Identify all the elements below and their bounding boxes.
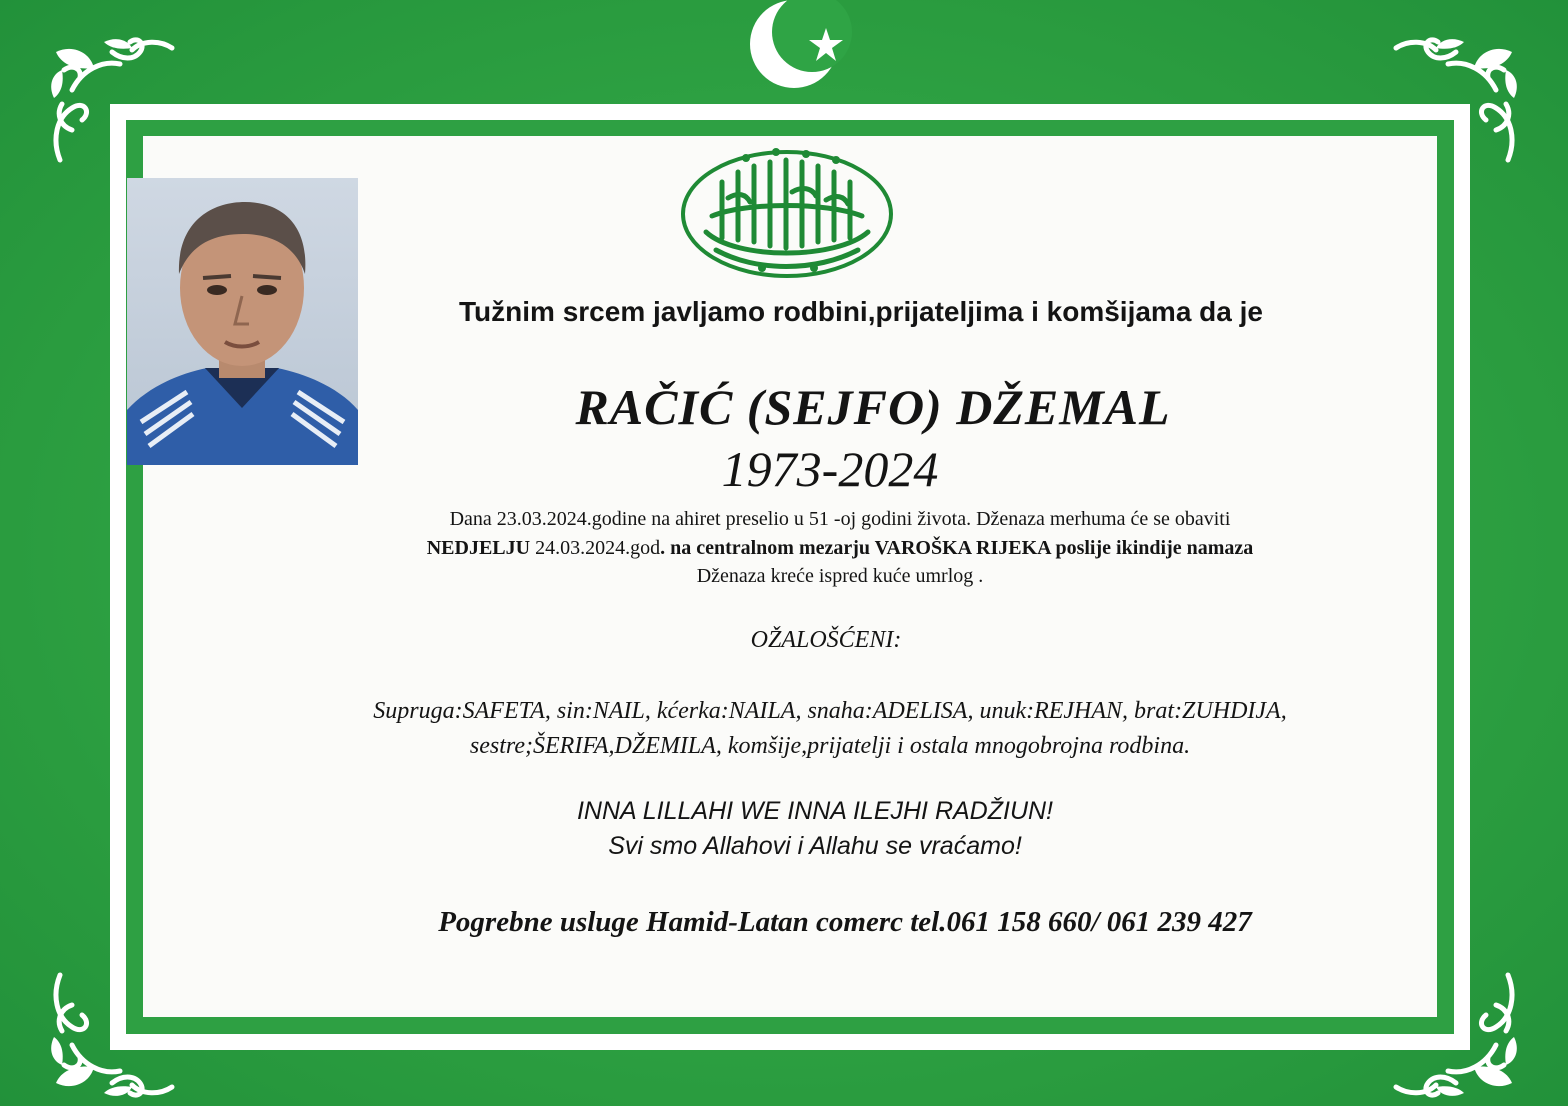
intro-line: Tužnim srcem javljamo rodbini,prijateljima i komšijama da je — [459, 296, 1263, 327]
crescent-star-icon — [742, 0, 852, 98]
family-list-line-1: Supruga:SAFETA, sin:NAIL, kćerka:NAILA, snaha:ADELISA, unuk:REJHAN, brat:ZUHDIJA, — [373, 698, 1287, 724]
procession-line: Dženaza kreće ispred kuće umrlog . — [696, 565, 984, 587]
funeral-details-line — [240, 537, 1440, 560]
funeral-day: NEDJELJU — [426, 537, 531, 559]
cemetery-name: VAROŠKA RIJEKA — [874, 537, 1051, 559]
prayer-line-arabic: INNA LILLAHI WE INNA ILEJHI RADŽIUN! — [576, 797, 1053, 825]
passing-date-line: Dana 23.03.2024.godine na ahiret preselio u 51 -oj godini života. Dženaza merhuma će se obaviti — [449, 508, 1231, 530]
funeral-location-text: . na centralnom mezarju — [660, 537, 875, 559]
deceased-name: RAČIĆ (SEJFO) DŽEMAL — [575, 379, 1171, 435]
prayer-line-translation: Svi smo Allahovi i Allahu se vraćamo! — [608, 832, 1022, 860]
mourners-heading: OŽALOŠĆENI: — [750, 627, 902, 653]
arabic-calligraphy-emblem — [676, 142, 898, 284]
portrait-photo — [127, 178, 358, 465]
family-list-line-2: sestre;ŠERIFA,DŽEMILA, komšije,prijatelji i ostala mnogobrojna rodbina. — [469, 733, 1191, 759]
funeral-date: 24.03.2024.god — [530, 537, 661, 559]
funeral-time: poslije ikindije namaza — [1050, 537, 1254, 559]
life-years: 1973-2024 — [721, 441, 939, 497]
funeral-services-contact: Pogrebne usluge Hamid-Latan comerc tel.061 158 660/ 061 239 427 — [438, 906, 1252, 938]
